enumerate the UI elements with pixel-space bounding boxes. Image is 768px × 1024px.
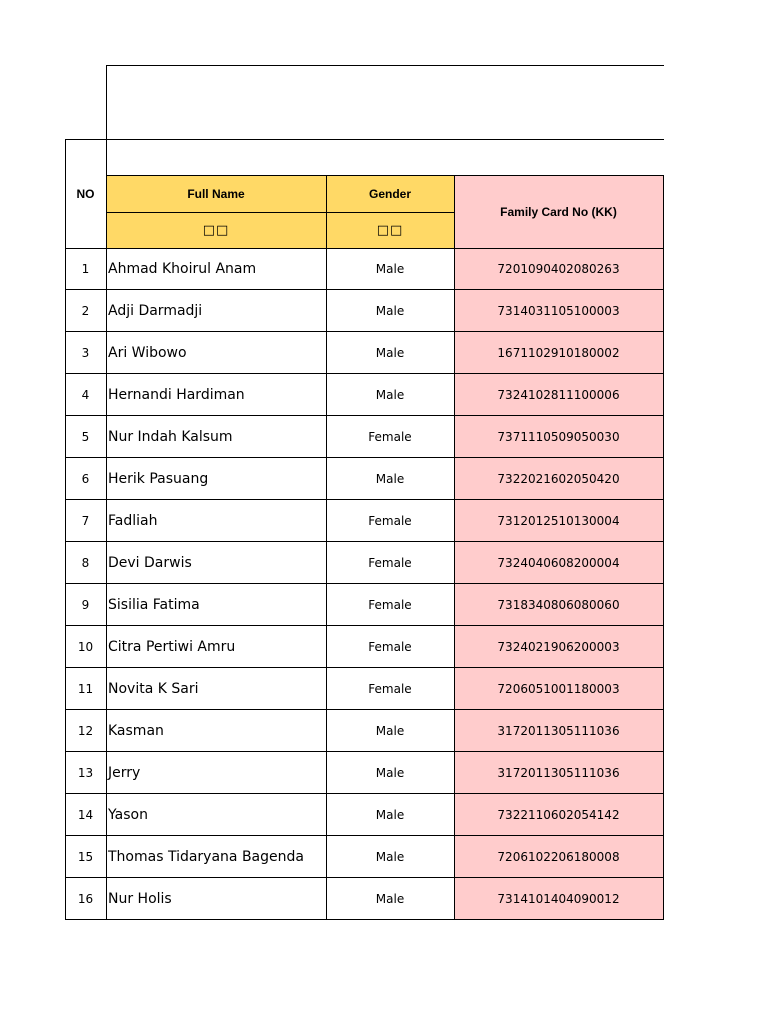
row-number: 13 xyxy=(77,766,94,780)
family-card-cell: 7314031105100003 xyxy=(454,290,663,332)
gender-cell: Male xyxy=(375,724,405,738)
full-name-cell: Jerry xyxy=(108,765,141,781)
full-name-cell: Nur Indah Kalsum xyxy=(108,429,233,445)
family-card-cell: 7201090402080263 xyxy=(454,248,663,290)
header-no: NO xyxy=(76,187,95,201)
gender-cell: Female xyxy=(368,598,412,612)
full-name-cell: Devi Darwis xyxy=(108,555,192,571)
gender-cell: Male xyxy=(375,346,405,360)
row-number: 10 xyxy=(77,640,94,654)
row-number: 8 xyxy=(81,556,90,570)
row-number: 7 xyxy=(81,514,90,528)
row-number: 4 xyxy=(81,388,90,402)
gender-cell: Male xyxy=(375,388,405,402)
family-card-cell: 7318340806080060 xyxy=(454,584,663,626)
row-number: 14 xyxy=(77,808,94,822)
family-card-cell: 7322021602050420 xyxy=(454,458,663,500)
gender-cell: Female xyxy=(368,514,412,528)
full-name-cell: Ari Wibowo xyxy=(108,345,187,361)
row-number: 1 xyxy=(81,262,90,276)
family-card-cell: 3172011305111036 xyxy=(454,752,663,794)
row-number: 9 xyxy=(81,598,90,612)
gender-cell: Male xyxy=(375,304,405,318)
gender-cell: Male xyxy=(375,766,405,780)
gender-cell: Male xyxy=(375,262,405,276)
full-name-cell: Adji Darmadji xyxy=(108,303,203,319)
full-name-cell: Citra Pertiwi Amru xyxy=(108,639,236,655)
row-number: 5 xyxy=(81,430,90,444)
gender-cell: Female xyxy=(368,640,412,654)
gender-cell: Male xyxy=(375,808,405,822)
family-card-cell: 7314101404090012 xyxy=(454,878,663,920)
full-name-cell: Nur Holis xyxy=(108,891,172,907)
family-card-cell: 7206102206180008 xyxy=(454,836,663,878)
gender-cell: Male xyxy=(375,892,405,906)
gender-cell: Male xyxy=(375,850,405,864)
family-card-cell: 7206051001180003 xyxy=(454,668,663,710)
gender-cell: Female xyxy=(368,682,412,696)
row-number: 16 xyxy=(77,892,94,906)
full-name-cell: Thomas Tidaryana Bagenda xyxy=(108,849,304,865)
full-name-cell: Kasman xyxy=(108,723,164,739)
full-name-cell: Fadliah xyxy=(108,513,158,529)
family-card-cell: 3172011305111036 xyxy=(454,710,663,752)
header-full-name: Full Name xyxy=(106,175,326,212)
family-card-cell: 1671102910180002 xyxy=(454,332,663,374)
header-full-name-sub: □□ xyxy=(106,212,326,248)
header-gender-sub: □□ xyxy=(326,212,454,248)
row-number: 3 xyxy=(81,346,90,360)
family-card-cell: 7324040608200004 xyxy=(454,542,663,584)
family-card-cell: 7371110509050030 xyxy=(454,416,663,458)
full-name-cell: Hernandi Hardiman xyxy=(108,387,245,403)
row-number: 11 xyxy=(77,682,94,696)
family-card-cell: 7324102811100006 xyxy=(454,374,663,416)
full-name-cell: Novita K Sari xyxy=(108,681,199,697)
family-card-cell: 7324021906200003 xyxy=(454,626,663,668)
header-family-card: Family Card No (KK) xyxy=(454,175,663,248)
header-gender: Gender xyxy=(326,175,454,212)
family-card-cell: 7312012510130004 xyxy=(454,500,663,542)
row-number: 2 xyxy=(81,304,90,318)
gender-cell: Male xyxy=(375,472,405,486)
row-number: 6 xyxy=(81,472,90,486)
gender-cell: Female xyxy=(368,430,412,444)
full-name-cell: Ahmad Khoirul Anam xyxy=(108,261,257,277)
family-card-cell: 7322110602054142 xyxy=(454,794,663,836)
full-name-cell: Yason xyxy=(108,807,148,823)
row-number: 12 xyxy=(77,724,94,738)
full-name-cell: Herik Pasuang xyxy=(108,471,209,487)
full-name-cell: Sisilia Fatima xyxy=(108,597,200,613)
gender-cell: Female xyxy=(368,556,412,570)
row-number: 15 xyxy=(77,850,94,864)
